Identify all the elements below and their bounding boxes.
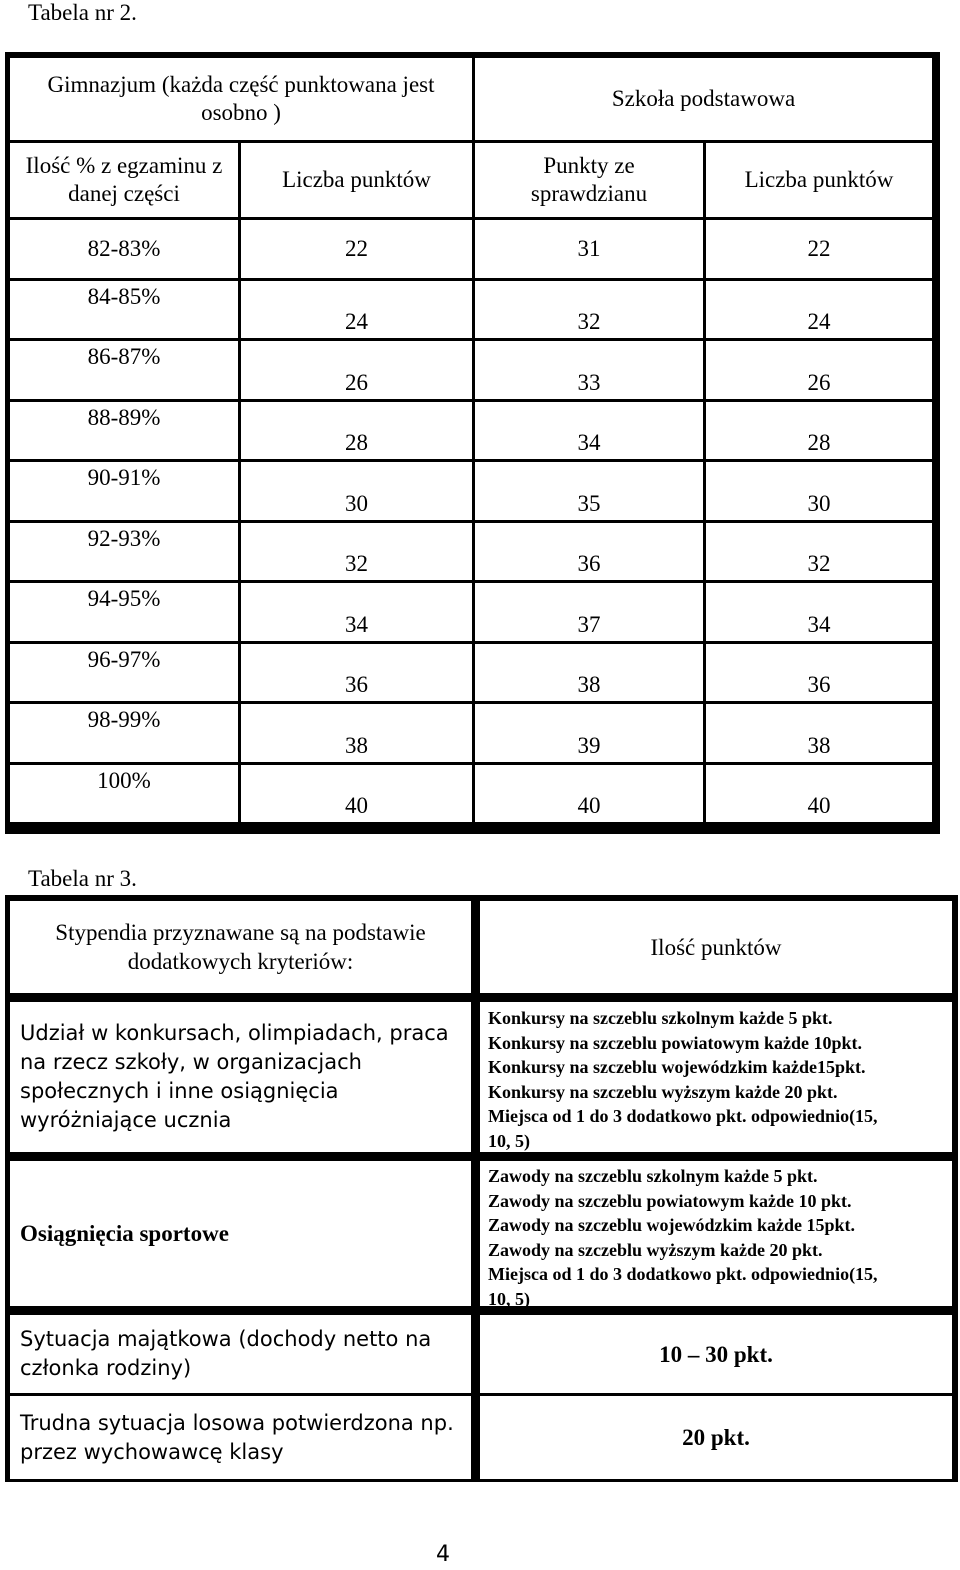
row-value-cell: 26 (706, 341, 932, 399)
row-percent-cell: 96-97% (10, 644, 238, 702)
row-value-cell: 38 (241, 704, 472, 762)
row-value-cell: 38 (706, 704, 932, 762)
row-value-cell: 34 (706, 583, 932, 641)
criteria-header: Stypendia przyznawane są na podstawie dodatkowych kryteriów: (10, 901, 471, 993)
scholarship-table (5, 895, 958, 1482)
row-value-cell: 31 (475, 220, 703, 278)
competition-points-line: 10, 5) (488, 1130, 530, 1151)
row-value-cell: 22 (241, 220, 472, 278)
table2-caption: Tabela nr 2. (28, 0, 137, 25)
row-percent-cell: 100% (10, 765, 238, 823)
competition-points-line: Konkursy na szczeblu szkolnym każde 5 pkt. (488, 1008, 833, 1028)
sport-points-line: Zawody na szczeblu wyższym każde 20 pkt. (488, 1239, 823, 1260)
criterion-financial: Sytuacja majątkowa (dochody netto na członka rodziny) (10, 1315, 471, 1393)
row-percent-cell: 86-87% (10, 341, 238, 399)
table3-caption: Tabela nr 3. (28, 866, 137, 891)
row-value-cell: 32 (706, 523, 932, 581)
criterion-sport: Osiągnięcia sportowe (10, 1161, 471, 1306)
row-value-cell: 39 (475, 704, 703, 762)
row-value-cell: 40 (241, 765, 472, 823)
competition-points-line: Konkursy na szczeblu wojewódzkim każde15pkt. (488, 1057, 866, 1077)
row-value-cell: 34 (475, 402, 703, 460)
row-value-cell: 40 (706, 765, 932, 823)
row-value-cell: 28 (241, 402, 472, 460)
page-number: 4 (436, 1542, 450, 1567)
points-header: Ilość punktów (480, 901, 952, 993)
row-percent-cell: 92-93% (10, 523, 238, 581)
hardship-points: 20 pkt. (480, 1396, 952, 1479)
szkola-podstawowa-header: Szkoła podstawowa (475, 58, 932, 140)
competition-points-list (480, 1002, 952, 1152)
row-percent-cell: 82-83% (10, 220, 238, 278)
row-value-cell: 24 (241, 281, 472, 339)
competition-points-line: Konkursy na szczeblu wyższym każde 20 pkt. (488, 1081, 838, 1102)
points-table (5, 52, 940, 834)
col-points-header: Liczba punktów (241, 143, 472, 217)
row-value-cell: 26 (241, 341, 472, 399)
row-value-cell: 32 (475, 281, 703, 339)
row-value-cell: 32 (241, 523, 472, 581)
row-value-cell: 36 (475, 523, 703, 581)
sport-points-line: Zawody na szczeblu wojewódzkim każde 15pkt. (488, 1215, 856, 1235)
sport-points-line: Zawody na szczeblu powiatowym każde 10 pkt. (488, 1190, 852, 1211)
row-value-cell: 30 (706, 462, 932, 520)
competition-points-line: Konkursy na szczeblu powiatowym każde 10pkt. (488, 1032, 863, 1053)
row-value-cell: 35 (475, 462, 703, 520)
row-value-cell: 36 (241, 644, 472, 702)
col-test-points-header: Punkty ze sprawdzianu (475, 143, 703, 217)
sport-points-line: Miejsca od 1 do 3 dodatkowo pkt. odpowiednio(15, (488, 1264, 878, 1284)
criterion-hardship: Trudna sytuacja losowa potwierdzona np. przez wychowawcę klasy (10, 1396, 471, 1479)
row-value-cell: 36 (706, 644, 932, 702)
col-percent-header: Ilość % z egzaminu z danej części (10, 143, 238, 217)
gimnazjum-header: Gimnazjum (każda część punktowana jest osobno ) (10, 58, 472, 140)
row-value-cell: 34 (241, 583, 472, 641)
row-value-cell: 28 (706, 402, 932, 460)
row-value-cell: 22 (706, 220, 932, 278)
competition-points-line: Miejsca od 1 do 3 dodatkowo pkt. odpowiednio(15, (488, 1106, 878, 1126)
row-percent-cell: 90-91% (10, 462, 238, 520)
row-percent-cell: 84-85% (10, 281, 238, 339)
row-value-cell: 38 (475, 644, 703, 702)
row-percent-cell: 98-99% (10, 704, 238, 762)
row-value-cell: 30 (241, 462, 472, 520)
row-value-cell: 33 (475, 341, 703, 399)
col-sp-points-header: Liczba punktów (706, 143, 932, 217)
row-value-cell: 37 (475, 583, 703, 641)
row-value-cell: 24 (706, 281, 932, 339)
row-value-cell: 40 (475, 765, 703, 823)
row-percent-cell: 94-95% (10, 583, 238, 641)
sport-points-line: 10, 5) (488, 1288, 530, 1309)
criterion-competitions: Udział w konkursach, olimpiadach, praca na rzecz szkoły, w organizacjach społecznych i inne osiągnięcia wyróżniające ucznia (10, 1002, 471, 1152)
sport-points-line: Zawody na szczeblu szkolnym każde 5 pkt. (488, 1166, 818, 1186)
financial-points: 10 – 30 pkt. (480, 1315, 952, 1393)
row-percent-cell: 88-89% (10, 402, 238, 460)
sport-points-list (480, 1161, 952, 1309)
